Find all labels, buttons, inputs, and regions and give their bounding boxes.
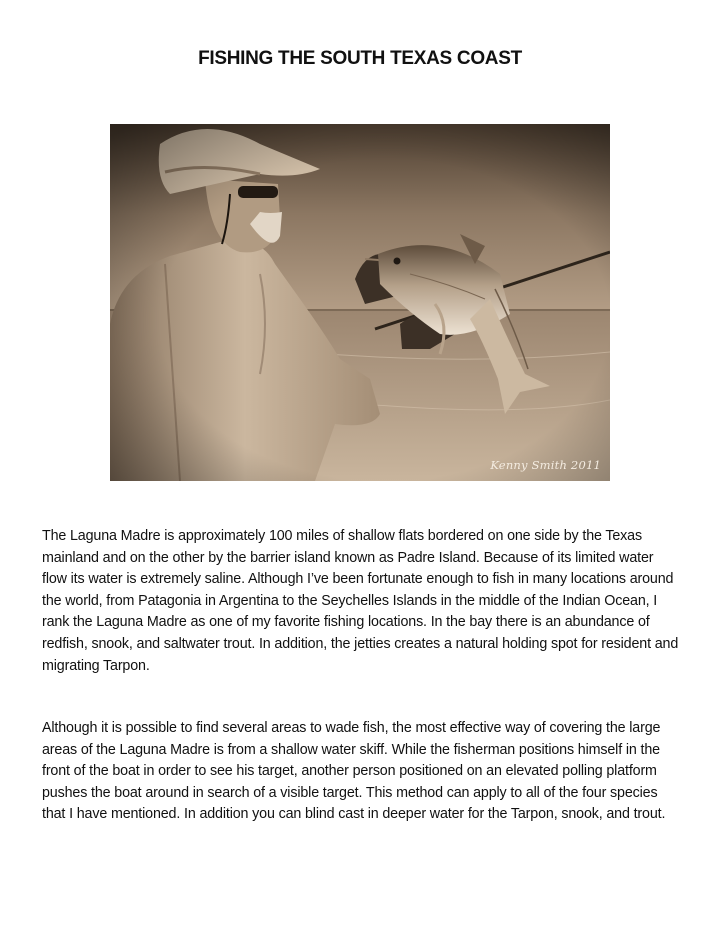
page-title: FISHING THE SOUTH TEXAS COAST: [198, 48, 522, 69]
fisherman-holding-redfish-image: [110, 124, 610, 481]
sepia-photo: [110, 124, 610, 481]
body-paragraph-skiff-fishing: Although it is possible to find several areas to wade fish, the most effective way of covering the large areas of the Laguna Madre is from a shallow water skiff. While the fisherman positions himself in the front of the boat in order to see his target, another person positioned on an elevated polling platform pushes the boat around in search of a visible target. This method can apply to all of the four species that I have mentioned. In addition you can blind cast in deeper water for the Tarpon, snook, and trout.: [42, 720, 666, 823]
body-paragraph-laguna-madre: The Laguna Madre is approximately 100 miles of shallow flats bordered on one side by the Texas mainland and on the other by the barrier island known as Padre Island. Because of its limited water flow its water is extremely saline. Although I’ve been fortunate enough to fish in many locations around the world, from Patagonia in Argentina to the Seychelles Islands in the middle of the Indian Ocean, I rank the Laguna Madre as one of my favorite fishing locations. In the bay there is an abundance of redfish, snook, and saltwater trout. In addition, the jetties creates a natural holding spot for resident and migrating Tarpon.: [42, 528, 679, 674]
photo-credit-watermark: Kenny Smith 2011: [490, 458, 601, 472]
